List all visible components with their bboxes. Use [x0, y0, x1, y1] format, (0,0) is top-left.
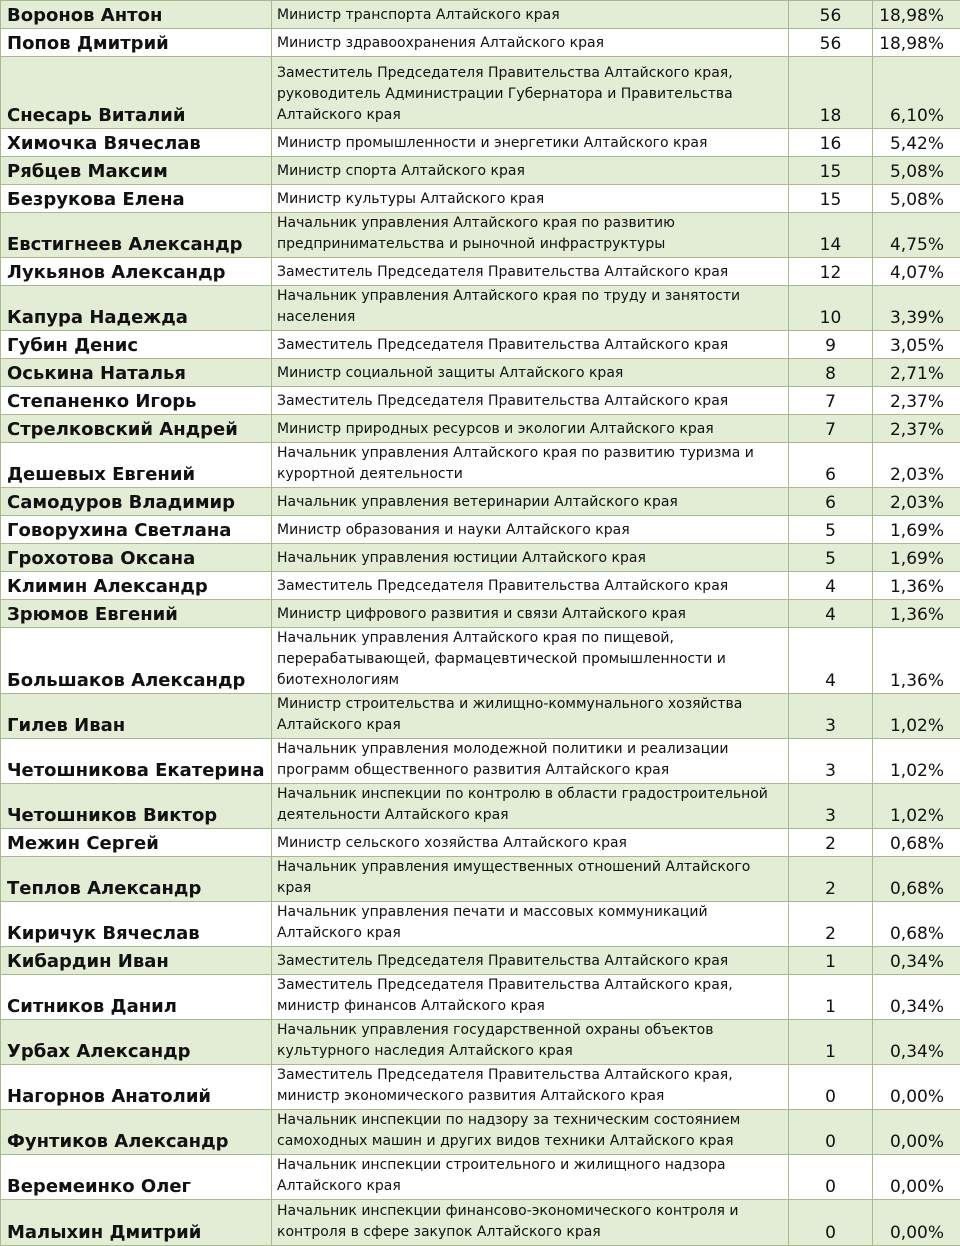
table-row [1, 829, 960, 857]
table-row [1, 694, 960, 739]
percent-text: 2,03% [890, 493, 944, 513]
count-cell [789, 784, 873, 829]
position-cell [272, 857, 789, 902]
name-text: Ситников Данил [7, 996, 177, 1017]
name-text: Кибардин Иван [7, 951, 169, 972]
position-text: Заместитель Председателя Правительства Алтайского края [277, 335, 784, 356]
name-cell [1, 29, 272, 57]
percent-text: 0,00% [890, 1223, 944, 1243]
table-row [1, 947, 960, 975]
name-text: Губин Денис [7, 335, 138, 356]
name-cell [1, 544, 272, 572]
percent-text: 0,34% [890, 952, 944, 972]
count-text: 0 [825, 1177, 836, 1197]
count-text: 2 [825, 879, 836, 899]
percent-text: 18,98% [879, 34, 944, 54]
percent-text: 1,36% [890, 605, 944, 625]
percent-cell [873, 902, 960, 947]
name-text: Киричук Вячеслав [7, 923, 200, 944]
count-text: 0 [825, 1087, 836, 1107]
name-cell [1, 57, 272, 129]
name-text: Урбах Александр [7, 1041, 191, 1062]
name-text: Рябцев Максим [7, 161, 168, 182]
percent-text: 18,98% [879, 6, 944, 26]
table-row [1, 213, 960, 258]
table-row [1, 387, 960, 415]
count-text: 3 [825, 716, 836, 736]
position-cell [272, 387, 789, 415]
percent-text: 1,69% [890, 549, 944, 569]
position-text: Начальник управления юстиции Алтайского края [277, 548, 784, 569]
position-text: Начальник инспекции по надзору за техническим состоянием самоходных машин и других видов техники Алтайского края [277, 1110, 784, 1152]
position-text: Заместитель Председателя Правительства Алтайского края [277, 951, 784, 972]
percent-cell [873, 57, 960, 129]
position-text: Министр транспорта Алтайского края [277, 5, 784, 26]
count-cell [789, 1, 873, 29]
percent-text: 2,37% [890, 420, 944, 440]
percent-text: 3,05% [890, 336, 944, 356]
percent-cell [873, 258, 960, 286]
position-text: Начальник инспекции финансово-экономического контроля и контроля в сфере закупок Алтайского края [277, 1201, 784, 1243]
name-text: Теплов Александр [7, 878, 201, 899]
position-cell [272, 1110, 789, 1155]
table-row [1, 784, 960, 829]
percent-cell [873, 1155, 960, 1200]
name-text: Веремеинко Олег [7, 1176, 191, 1197]
percent-text: 0,00% [890, 1132, 944, 1152]
position-text: Начальник управления печати и массовых коммуникаций Алтайского края [277, 902, 784, 944]
position-text: Начальник управления Алтайского края по пищевой, перерабатывающей, фармацевтической промышленности и биотехнологиям [277, 628, 784, 691]
percent-cell [873, 572, 960, 600]
percent-text: 3,39% [890, 308, 944, 328]
position-cell [272, 572, 789, 600]
count-cell [789, 157, 873, 185]
name-cell [1, 572, 272, 600]
position-cell [272, 739, 789, 784]
name-text: Оськина Наталья [7, 363, 186, 384]
table-body [1, 1, 960, 1246]
table-row [1, 1020, 960, 1065]
percent-text: 5,08% [890, 162, 944, 182]
percent-cell [873, 387, 960, 415]
table-row [1, 1, 960, 29]
position-cell [272, 1200, 789, 1246]
name-text: Фунтиков Александр [7, 1131, 229, 1152]
name-text: Безрукова Елена [7, 189, 185, 210]
name-cell [1, 157, 272, 185]
count-cell [789, 857, 873, 902]
position-cell [272, 544, 789, 572]
name-cell [1, 857, 272, 902]
percent-text: 5,42% [890, 134, 944, 154]
percent-text: 1,69% [890, 521, 944, 541]
percent-text: 0,00% [890, 1087, 944, 1107]
name-text: Большаков Александр [7, 670, 245, 691]
position-text: Начальник управления Алтайского края по развитию предпринимательства и рыночной инфраструктуры [277, 213, 784, 255]
table-row [1, 415, 960, 443]
percent-cell [873, 1065, 960, 1110]
percent-cell [873, 359, 960, 387]
percent-cell [873, 213, 960, 258]
name-cell [1, 488, 272, 516]
position-text: Начальник управления государственной охраны объектов культурного наследия Алтайского края [277, 1020, 784, 1062]
position-cell [272, 694, 789, 739]
count-text: 1 [825, 1042, 836, 1062]
percent-cell [873, 1200, 960, 1246]
table-row [1, 1065, 960, 1110]
percent-text: 4,07% [890, 263, 944, 283]
name-text: Самодуров Владимир [7, 492, 235, 513]
position-cell [272, 57, 789, 129]
count-text: 2 [825, 924, 836, 944]
table-row [1, 857, 960, 902]
count-cell [789, 258, 873, 286]
count-text: 5 [825, 521, 836, 541]
position-cell [272, 516, 789, 544]
name-text: Дешевых Евгений [7, 464, 195, 485]
percent-text: 0,68% [890, 879, 944, 899]
count-text: 4 [825, 577, 836, 597]
percent-cell [873, 1020, 960, 1065]
count-text: 56 [820, 34, 842, 54]
name-text: Снесарь Виталий [7, 105, 186, 126]
count-text: 9 [825, 336, 836, 356]
name-text: Четошников Виктор [7, 805, 217, 826]
percent-cell [873, 331, 960, 359]
table-row [1, 1200, 960, 1246]
table-row [1, 286, 960, 331]
count-text: 3 [825, 761, 836, 781]
position-cell [272, 1065, 789, 1110]
count-text: 16 [820, 134, 842, 154]
name-cell [1, 1155, 272, 1200]
position-cell [272, 213, 789, 258]
name-text: Грохотова Оксана [7, 548, 195, 569]
count-cell [789, 1200, 873, 1246]
name-cell [1, 600, 272, 628]
percent-cell [873, 694, 960, 739]
count-cell [789, 829, 873, 857]
table-row [1, 443, 960, 488]
position-cell [272, 185, 789, 213]
count-text: 56 [820, 6, 842, 26]
name-cell [1, 739, 272, 784]
percent-cell [873, 415, 960, 443]
position-text: Министр образования и науки Алтайского края [277, 520, 784, 541]
count-text: 10 [820, 308, 842, 328]
position-text: Начальник управления ветеринарии Алтайского края [277, 492, 784, 513]
percent-text: 6,10% [890, 106, 944, 126]
percent-cell [873, 1, 960, 29]
percent-cell [873, 185, 960, 213]
percent-text: 0,34% [890, 1042, 944, 1062]
name-text: Стрелковский Андрей [7, 419, 238, 440]
position-text: Начальник инспекции строительного и жилищного надзора Алтайского края [277, 1155, 784, 1197]
count-cell [789, 29, 873, 57]
name-text: Химочка Вячеслав [7, 133, 201, 154]
position-text: Министр цифрового развития и связи Алтайского края [277, 604, 784, 625]
position-cell [272, 258, 789, 286]
count-cell [789, 947, 873, 975]
name-text: Климин Александр [7, 576, 208, 597]
position-cell [272, 286, 789, 331]
percent-text: 0,68% [890, 834, 944, 854]
count-cell [789, 488, 873, 516]
percent-cell [873, 443, 960, 488]
table-row [1, 129, 960, 157]
name-text: Четошникова Екатерина [7, 760, 264, 781]
percent-cell [873, 975, 960, 1020]
position-text: Министр культуры Алтайского края [277, 189, 784, 210]
percent-text: 1,36% [890, 577, 944, 597]
position-text: Министр социальной защиты Алтайского края [277, 363, 784, 384]
count-cell [789, 415, 873, 443]
table-row [1, 628, 960, 694]
percent-text: 1,02% [890, 761, 944, 781]
count-text: 5 [825, 549, 836, 569]
percent-text: 2,71% [890, 364, 944, 384]
position-cell [272, 331, 789, 359]
position-text: Министр здравоохранения Алтайского края [277, 33, 784, 54]
count-text: 15 [820, 162, 842, 182]
position-text: Министр промышленности и энергетики Алтайского края [277, 133, 784, 154]
name-cell [1, 185, 272, 213]
count-text: 18 [820, 106, 842, 126]
position-text: Заместитель Председателя Правительства Алтайского края [277, 391, 784, 412]
name-cell [1, 387, 272, 415]
position-cell [272, 947, 789, 975]
count-text: 4 [825, 605, 836, 625]
position-text: Заместитель Председателя Правительства Алтайского края [277, 576, 784, 597]
name-cell [1, 415, 272, 443]
percent-cell [873, 857, 960, 902]
percent-cell [873, 29, 960, 57]
percent-cell [873, 129, 960, 157]
position-text: Заместитель Председателя Правительства Алтайского края, министр финансов Алтайского края [277, 975, 784, 1017]
position-text: Начальник управления Алтайского края по развитию туризма и курортной деятельности [277, 443, 784, 485]
table-row [1, 331, 960, 359]
position-cell [272, 1, 789, 29]
percent-text: 2,37% [890, 392, 944, 412]
percent-cell [873, 600, 960, 628]
position-text: Заместитель Председателя Правительства Алтайского края [277, 262, 784, 283]
table-row [1, 516, 960, 544]
count-text: 0 [825, 1132, 836, 1152]
name-cell [1, 258, 272, 286]
percent-text: 0,34% [890, 997, 944, 1017]
percent-text: 0,00% [890, 1177, 944, 1197]
name-text: Малыхин Дмитрий [7, 1222, 201, 1243]
percent-text: 1,02% [890, 716, 944, 736]
percent-cell [873, 829, 960, 857]
percent-cell [873, 739, 960, 784]
percent-text: 0,68% [890, 924, 944, 944]
position-text: Начальник управления Алтайского края по труду и занятости населения [277, 286, 784, 328]
name-cell [1, 213, 272, 258]
name-cell [1, 1, 272, 29]
percent-cell [873, 628, 960, 694]
table-row [1, 600, 960, 628]
count-text: 8 [825, 364, 836, 384]
count-text: 1 [825, 997, 836, 1017]
position-text: Заместитель Председателя Правительства Алтайского края, министр экономического развития Алтайского края [277, 1065, 784, 1107]
position-text: Заместитель Председателя Правительства Алтайского края, руководитель Администрации Губернатора и Правительства Алтайского края [277, 63, 784, 126]
position-text: Министр строительства и жилищно-коммунального хозяйства Алтайского края [277, 694, 784, 736]
position-cell [272, 1020, 789, 1065]
count-text: 15 [820, 190, 842, 210]
position-cell [272, 628, 789, 694]
count-text: 12 [820, 263, 842, 283]
table-row [1, 739, 960, 784]
name-cell [1, 516, 272, 544]
table-row [1, 29, 960, 57]
position-cell [272, 784, 789, 829]
percent-text: 4,75% [890, 235, 944, 255]
table-row [1, 359, 960, 387]
table-row [1, 544, 960, 572]
name-cell [1, 443, 272, 488]
count-cell [789, 185, 873, 213]
table-row [1, 1155, 960, 1200]
percent-text: 1,36% [890, 671, 944, 691]
position-cell [272, 443, 789, 488]
name-cell [1, 129, 272, 157]
count-cell [789, 975, 873, 1020]
percent-cell [873, 784, 960, 829]
name-text: Попов Дмитрий [7, 33, 169, 54]
name-cell [1, 331, 272, 359]
name-cell [1, 286, 272, 331]
count-cell [789, 739, 873, 784]
table-row [1, 185, 960, 213]
count-cell [789, 1110, 873, 1155]
name-cell [1, 628, 272, 694]
position-cell [272, 600, 789, 628]
percent-text: 5,08% [890, 190, 944, 210]
name-cell [1, 694, 272, 739]
name-text: Гилев Иван [7, 715, 125, 736]
name-text: Зрюмов Евгений [7, 604, 178, 625]
position-cell [272, 359, 789, 387]
position-text: Министр сельского хозяйства Алтайского края [277, 833, 784, 854]
name-text: Капура Надежда [7, 307, 188, 328]
position-cell [272, 1155, 789, 1200]
count-cell [789, 600, 873, 628]
position-text: Министр природных ресурсов и экологии Алтайского края [277, 419, 784, 440]
count-cell [789, 902, 873, 947]
percent-cell [873, 286, 960, 331]
position-cell [272, 975, 789, 1020]
position-cell [272, 488, 789, 516]
table-row [1, 57, 960, 129]
count-cell [789, 572, 873, 600]
count-cell [789, 628, 873, 694]
count-cell [789, 1155, 873, 1200]
count-cell [789, 57, 873, 129]
count-cell [789, 129, 873, 157]
name-cell [1, 975, 272, 1020]
count-cell [789, 213, 873, 258]
name-text: Лукьянов Александр [7, 262, 226, 283]
count-text: 7 [825, 392, 836, 412]
percent-cell [873, 544, 960, 572]
count-cell [789, 1020, 873, 1065]
percent-cell [873, 488, 960, 516]
table-row [1, 572, 960, 600]
percent-cell [873, 1110, 960, 1155]
table-row [1, 488, 960, 516]
name-cell [1, 784, 272, 829]
position-cell [272, 415, 789, 443]
count-text: 3 [825, 806, 836, 826]
percent-cell [873, 516, 960, 544]
count-cell [789, 1065, 873, 1110]
name-text: Нагорнов Анатолий [7, 1086, 211, 1107]
count-text: 0 [825, 1223, 836, 1243]
count-cell [789, 516, 873, 544]
count-cell [789, 331, 873, 359]
position-cell [272, 129, 789, 157]
name-cell [1, 1020, 272, 1065]
count-cell [789, 286, 873, 331]
table-row [1, 975, 960, 1020]
position-text: Министр спорта Алтайского края [277, 161, 784, 182]
name-text: Воронов Антон [7, 5, 162, 26]
count-cell [789, 359, 873, 387]
count-text: 6 [825, 493, 836, 513]
name-cell [1, 829, 272, 857]
table-row [1, 1110, 960, 1155]
name-text: Степаненко Игорь [7, 391, 196, 412]
table-row [1, 157, 960, 185]
percent-text: 1,02% [890, 806, 944, 826]
count-text: 7 [825, 420, 836, 440]
position-text: Начальник инспекции по контролю в области градостроительной деятельности Алтайского края [277, 784, 784, 826]
name-cell [1, 947, 272, 975]
count-cell [789, 694, 873, 739]
count-text: 6 [825, 465, 836, 485]
count-text: 2 [825, 834, 836, 854]
name-cell [1, 1110, 272, 1155]
name-text: Говорухина Светлана [7, 520, 231, 541]
name-text: Межин Сергей [7, 833, 159, 854]
percent-text: 2,03% [890, 465, 944, 485]
name-cell [1, 1065, 272, 1110]
count-text: 14 [820, 235, 842, 255]
name-cell [1, 359, 272, 387]
position-cell [272, 902, 789, 947]
count-text: 4 [825, 671, 836, 691]
percent-cell [873, 157, 960, 185]
count-cell [789, 443, 873, 488]
position-cell [272, 829, 789, 857]
name-cell [1, 1200, 272, 1246]
count-text: 1 [825, 952, 836, 972]
position-text: Начальник управления имущественных отношений Алтайского края [277, 857, 784, 899]
percent-cell [873, 947, 960, 975]
name-text: Евстигнеев Александр [7, 234, 243, 255]
name-cell [1, 902, 272, 947]
table-row [1, 902, 960, 947]
position-cell [272, 29, 789, 57]
count-cell [789, 544, 873, 572]
count-cell [789, 387, 873, 415]
position-text: Начальник управления молодежной политики и реализации программ общественного развития Алтайского края [277, 739, 784, 781]
table-row [1, 258, 960, 286]
position-cell [272, 157, 789, 185]
